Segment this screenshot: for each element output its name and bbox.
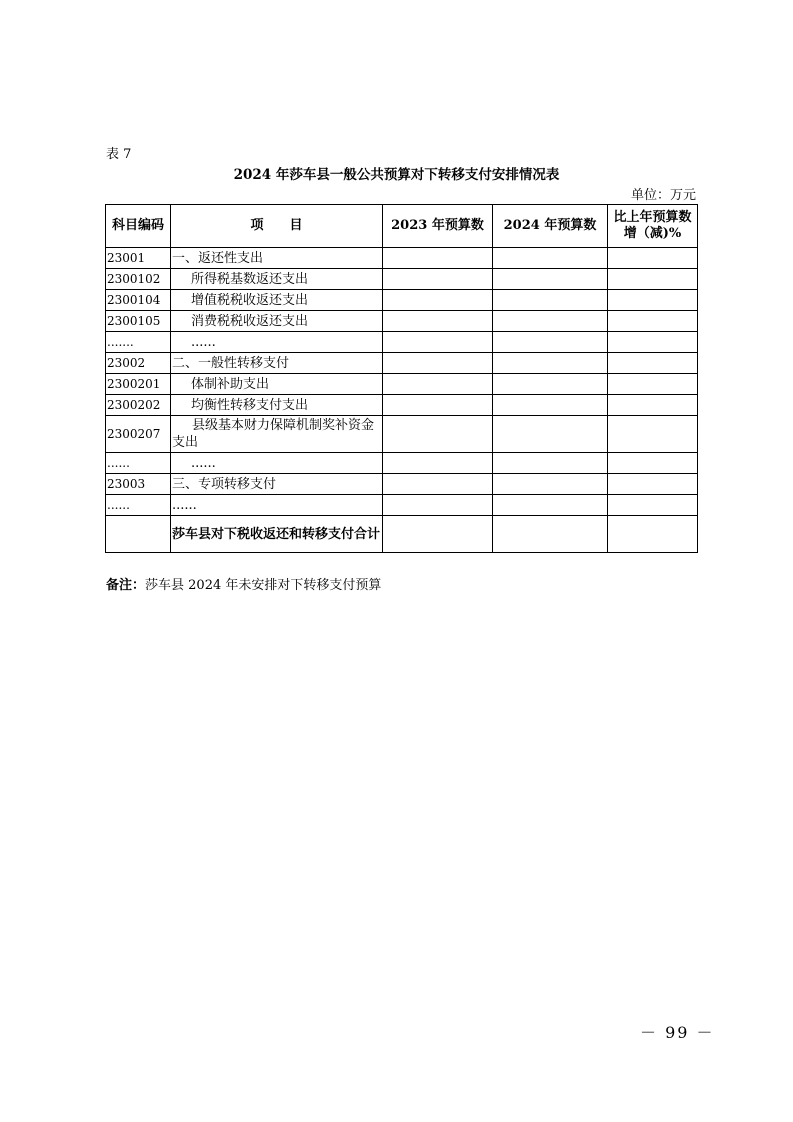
table-row <box>106 311 698 332</box>
row-name: 体制补助支出 <box>171 374 383 395</box>
table-number-label: 表 7 <box>106 147 132 162</box>
remark <box>106 574 381 593</box>
row-2023-value <box>383 248 493 269</box>
header-2024-budget: 2024 年预算数 <box>493 205 608 248</box>
row-2023-value <box>383 311 493 332</box>
table-row <box>106 495 698 516</box>
row-name: 县级基本财力保障机制奖补资金支出 <box>171 416 383 453</box>
row-code: 23003 <box>106 474 171 495</box>
row-change-value <box>608 332 698 353</box>
row-change-value <box>608 495 698 516</box>
table-row <box>106 453 698 474</box>
row-name: ...... <box>171 495 383 516</box>
remark-label: 备注： <box>106 578 146 593</box>
row-change-value <box>608 311 698 332</box>
row-2023-value <box>383 395 493 416</box>
table-row <box>106 248 698 269</box>
row-2023-value <box>383 474 493 495</box>
row-change-value <box>608 269 698 290</box>
row-name: 三、专项转移支付 <box>171 474 383 495</box>
row-name: 一、返还性支出 <box>171 248 383 269</box>
row-name: 所得税基数返还支出 <box>171 269 383 290</box>
row-2024-value <box>493 248 608 269</box>
row-name: ...... <box>171 332 383 353</box>
row-2023-value <box>383 332 493 353</box>
table-total-row <box>106 516 698 553</box>
header-change-percent: 比上年预算数增（减)% <box>608 205 698 248</box>
row-change-value <box>608 395 698 416</box>
document-title: 2024 年莎车县一般公共预算对下转移支付安排情况表 <box>233 167 560 183</box>
row-2024-value <box>493 269 608 290</box>
total-code <box>106 516 171 553</box>
remark-text: 莎车县 2024 年未安排对下转移支付预算 <box>145 578 382 593</box>
header-item: 项 目 <box>171 205 383 248</box>
row-name: 增值税税收返还支出 <box>171 290 383 311</box>
header-subject-code: 科目编码 <box>106 205 171 248</box>
row-2023-value <box>383 453 493 474</box>
row-code: 2300201 <box>106 374 171 395</box>
row-2024-value <box>493 311 608 332</box>
row-name: ...... <box>171 453 383 474</box>
row-change-value <box>608 474 698 495</box>
row-2024-value <box>493 495 608 516</box>
row-name: 二、一般性转移支付 <box>171 353 383 374</box>
table-row <box>106 353 698 374</box>
row-2023-value <box>383 374 493 395</box>
page-number: － 99 － <box>640 1023 715 1042</box>
table-row <box>106 374 698 395</box>
row-2023-value <box>383 416 493 453</box>
row-name: 均衡性转移支付支出 <box>171 395 383 416</box>
unit-label: 单位：万元 <box>630 188 696 203</box>
total-change-value <box>608 516 698 553</box>
row-change-value <box>608 353 698 374</box>
row-change-value <box>608 290 698 311</box>
row-change-value <box>608 453 698 474</box>
row-change-value <box>608 248 698 269</box>
table-row <box>106 332 698 353</box>
table-header-row <box>106 205 698 248</box>
row-code: ....... <box>106 332 171 353</box>
row-code: 2300202 <box>106 395 171 416</box>
row-2024-value <box>493 290 608 311</box>
row-code: ...... <box>106 453 171 474</box>
table-row <box>106 395 698 416</box>
row-2024-value <box>493 353 608 374</box>
row-2024-value <box>493 395 608 416</box>
table-row <box>106 269 698 290</box>
row-2024-value <box>493 374 608 395</box>
row-code: 2300105 <box>106 311 171 332</box>
row-code: ...... <box>106 495 171 516</box>
row-change-value <box>608 374 698 395</box>
transfer-payment-table <box>105 204 698 553</box>
row-code: 2300207 <box>106 416 171 453</box>
total-2024-value <box>493 516 608 553</box>
row-2024-value <box>493 474 608 495</box>
row-2023-value <box>383 290 493 311</box>
total-2023-value <box>383 516 493 553</box>
row-code: 23001 <box>106 248 171 269</box>
row-2023-value <box>383 495 493 516</box>
row-code: 2300102 <box>106 269 171 290</box>
row-2024-value <box>493 416 608 453</box>
row-code: 23002 <box>106 353 171 374</box>
table-row <box>106 474 698 495</box>
header-2023-budget: 2023 年预算数 <box>383 205 493 248</box>
row-name: 消费税税收返还支出 <box>171 311 383 332</box>
table-row <box>106 290 698 311</box>
row-2024-value <box>493 453 608 474</box>
row-2023-value <box>383 269 493 290</box>
row-2023-value <box>383 353 493 374</box>
row-2024-value <box>493 332 608 353</box>
row-change-value <box>608 416 698 453</box>
row-code: 2300104 <box>106 290 171 311</box>
table-row <box>106 416 698 453</box>
total-label: 莎车县对下税收返还和转移支付合计 <box>171 516 383 553</box>
